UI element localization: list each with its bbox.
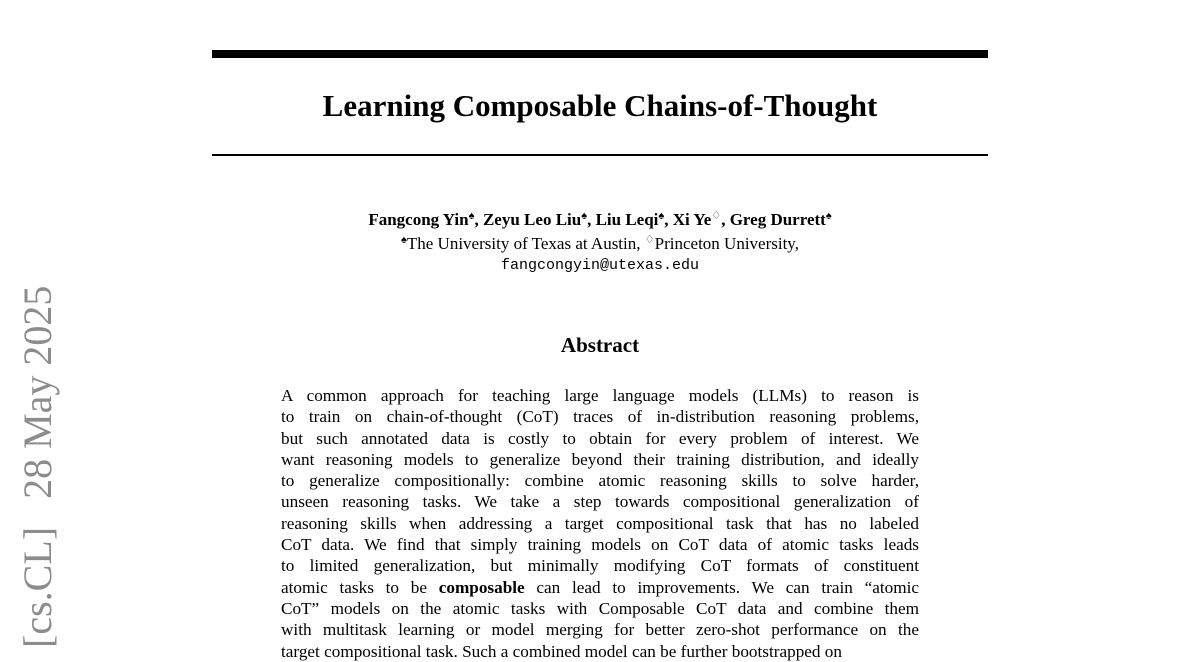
arxiv-category: [cs.CL] xyxy=(15,526,60,648)
abstract-line: want reasoning models to generalize beyond their training distribution, and ideally xyxy=(281,449,919,469)
author-list: Fangcong Yin♠, Zeyu Leo Liu♠, Liu Leqi♠, Xi Ye♢, Greg Durrett♠ xyxy=(368,210,832,229)
affiliations xyxy=(212,233,988,255)
abstract-line: unseen reasoning tasks. We take a step towards compositional generalization of xyxy=(281,492,919,512)
abstract-line: reasoning skills when addressing a target compositional task that has no labeled xyxy=(281,513,919,533)
title-bottom-rule xyxy=(212,154,988,156)
affiliation-text: The University of Texas at Austin, xyxy=(406,234,641,253)
abstract-line: to limited generalization, but minimally modifying CoT formats of constituent xyxy=(281,556,919,576)
author-name: Xi Ye xyxy=(672,210,712,229)
abstract-line: but such annotated data is costly to obtain for every problem of interest. We xyxy=(281,428,919,448)
diamond-icon: ♢ xyxy=(644,234,655,246)
author-name: Fangcong Yin xyxy=(368,210,469,229)
abstract-line: CoT data. We find that simply training models on CoT data of atomic tasks leads xyxy=(281,535,919,555)
affiliation-text: Princeton University, xyxy=(654,234,799,253)
contact-email: fangcongyin@utexas.edu xyxy=(500,257,700,274)
abstract-line: target compositional task. Such a combined model can be further bootstrapped on xyxy=(281,641,842,661)
spade-icon: ♠ xyxy=(468,210,475,222)
abstract-line: CoT” models on the atomic tasks with Composable CoT data and combine them xyxy=(281,598,919,618)
abstract-heading: Abstract xyxy=(560,333,640,357)
author-name: Zeyu Leo Liu xyxy=(482,210,582,229)
abstract-line: atomic tasks to be composable can lead to improvements. We can train “atomic xyxy=(281,577,919,597)
abstract-line: to generalize compositionally: combine atomic reasoning skills to solve harder, xyxy=(281,471,919,491)
abstract-line: with multitask learning or model merging for better zero-shot performance on the xyxy=(281,620,919,640)
title-top-rule xyxy=(212,50,988,58)
abstract-line: to train on chain-of-thought (CoT) traces of in-distribution reasoning problems, xyxy=(281,407,919,427)
diamond-icon: ♢ xyxy=(711,210,722,222)
spade-icon: ♠ xyxy=(825,210,832,222)
abstract-line: A common approach for teaching large language models (LLMs) to reason is xyxy=(281,386,919,405)
spade-icon: ♠ xyxy=(581,210,588,222)
spade-icon: ♠ xyxy=(658,210,665,222)
arxiv-date: 28 May 2025 xyxy=(15,285,60,499)
paper-title: Learning Composable Chains-of-Thought xyxy=(322,88,878,123)
author-name: Liu Leqi xyxy=(595,210,659,229)
spade-icon: ♠ xyxy=(401,234,407,246)
abstract-body xyxy=(281,385,919,662)
arxiv-stamp xyxy=(6,286,70,648)
author-name: Greg Durrett xyxy=(729,210,826,229)
emphasis-term: composable xyxy=(438,577,525,597)
